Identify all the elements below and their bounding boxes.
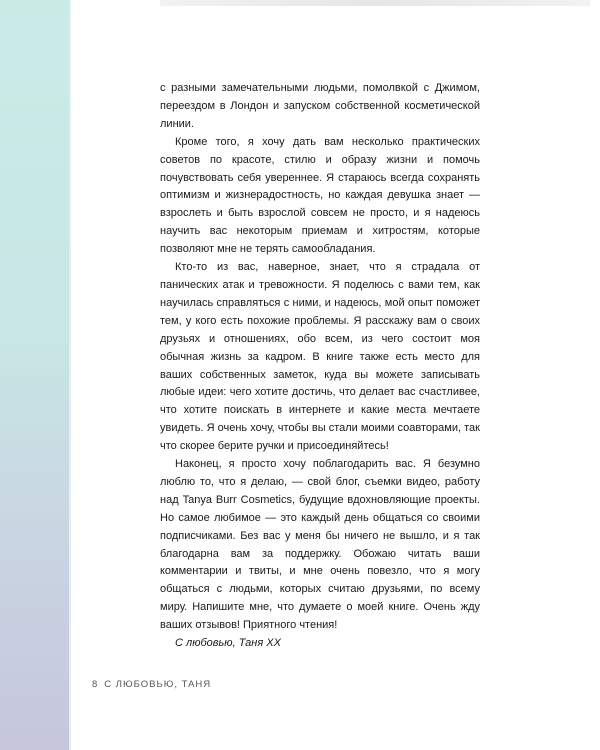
bleed-through-band bbox=[160, 0, 590, 6]
signature: С любовью, Таня ХХ bbox=[175, 637, 281, 650]
page-number: 8 bbox=[92, 679, 99, 690]
paragraph-continuation: с разными замечательными людьми, помолвкой с Джимом, переездом в Лондон и запуском собственной косметической линии. bbox=[160, 82, 480, 130]
page-footer bbox=[92, 679, 217, 690]
stripe-edge bbox=[69, 0, 71, 750]
paragraph-advice: Кроме того, я хочу дать вам несколько практических советов по красоте, стилю и образу жизни и помочь почувствовать себя увереннее. Я стараюсь всегда сохранять оптимизм и жизнерадостность, но каждая девушка знает — взрослеть и быть взрослой совсем не просто, и я надеюсь научить вас некоторым приемам и хитростям, которые позволяют мне не терять самообладания. bbox=[160, 135, 480, 256]
paragraph-thanks: Наконец, я просто хочу поблагодарить вас. Я безумно люблю то, что я делаю, — свой блог, съемки видео, работу над Tanya Burr Cosmetics, будущие вдохновляющие проекты. Но самое любимое — это каждый день общаться со своими подписчиками. Без вас у меня бы ничего не вышло, и я так благодарна вам за поддержку. Обожаю читать ваши комментарии и твиты, и мне очень повезло, что я могу общаться с людьми, которых считаю друзьями, по всему миру. Напишите мне, что думаете о моей книге. Очень жду ваших отзывов! Приятного чтения! bbox=[160, 458, 480, 632]
running-title: С ЛЮБОВЬЮ, ТАНЯ bbox=[104, 679, 212, 690]
body-text bbox=[160, 80, 480, 653]
decorative-side-stripe bbox=[0, 0, 69, 750]
paragraph-anxiety: Кто-то из вас, наверное, знает, что я страдала от панических атак и тревожности. Я поделюсь с вами тем, как научилась справляться с ними, и надеюсь, мой опыт поможет тем, у кого есть похожие проблемы. Я расскажу вам о своих друзьях и отношениях, обо всем, из чего состоит моя обычная жизнь за кадром. В книге также есть место для ваших собственных заметок, куда вы можете записывать любые идеи: чего хотите достичь, что делает вас счастливее, что хотите поискать в интернете и какие места мечтаете увидеть. Я очень хочу, чтобы вы стали моими соавторами, так что скорее берите ручки и присоединяйтесь! bbox=[160, 261, 480, 453]
